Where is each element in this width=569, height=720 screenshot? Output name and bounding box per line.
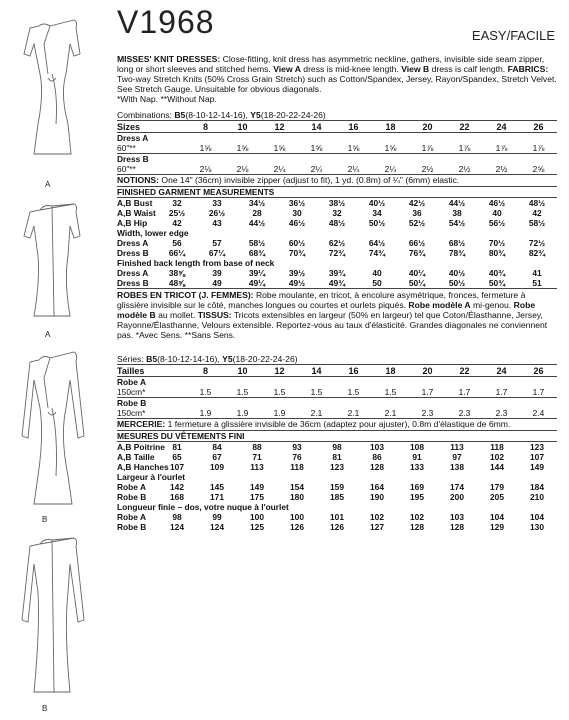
table-row: 150cm* 1.9 1.9 1.9 2.1 2.1 2.1 2.3 2.3 2.3 2.4: [117, 408, 557, 419]
table-row: A,B Bust 32 33 34½ 36½ 38½ 40½ 42½ 44½ 46½ 48½: [117, 198, 546, 208]
table-row: A,B Taille 65 67 71 76 81 86 91 97 102 107: [117, 452, 544, 462]
table-row: A,B Hip 42 43 44½ 46½ 48½ 50½ 52½ 54½ 56½ 58½: [117, 218, 546, 228]
table-row: 150cm* 1.5 1.5 1.5 1.5 1.5 1.5 1.7 1.7 1.7 1.7: [117, 387, 557, 398]
table-row: Dress B 48⅝ 49 49¼ 49½ 49¾ 50 50¼ 50½ 50¾ 51: [117, 278, 557, 289]
table-row: Dress A 38⅝ 39 39¼ 39½ 39¾ 40 40¼ 40½ 40¾ 41: [117, 268, 542, 278]
table-row: Robe A 142 145 149 154 159 164 169 174 179 184: [117, 482, 544, 492]
table-row: Robe A 98 99 100 100 101 102 102 103 104 104: [117, 512, 544, 522]
view-label: A: [45, 330, 51, 339]
table-row: Largeur à l'ourlet: [117, 472, 186, 482]
table-row: Longueur finie – dos, votre nuque à l'ourlet: [117, 502, 289, 512]
view-label: A: [45, 180, 51, 189]
combinations: Combinations: B5(8-10-12-14-16), Y5(18-20-22-24-26): [117, 110, 326, 120]
table-row: Dress B: [117, 154, 149, 164]
view-label: B: [42, 515, 48, 524]
table-row: 60"** 2⅛ 2⅛ 2¼ 2¼ 2¼ 2¼ 2½ 2½ 2½ 2⅝: [117, 164, 557, 175]
finished-measurements-table: [117, 187, 557, 289]
table-row: A,B Waist 25½ 26½ 28 30 32 34 36 38 40 42: [117, 208, 542, 218]
title: MISSES' KNIT DRESSES:: [117, 54, 221, 64]
table-row: 60"** 1⅝ 1⅝ 1⅝ 1⅝ 1⅝ 1⅝ 1⅞ 1⅞ 1⅞ 1⅞: [117, 143, 557, 154]
sizes-row: Sizes 8 10 12 14 16 18 20 22 24 26: [117, 121, 557, 133]
table-row: Robe B 168 171 175 180 185 190 195 200 205 210: [117, 492, 544, 502]
view-b-front-sketch: [4, 346, 104, 511]
table-row: Robe B: [117, 398, 147, 408]
notions: NOTIONS: One 14" (36cm) invisible zipper (adjust to fit), 1 yd. (0.8m) of ¼" (6mm) elastic.: [117, 175, 557, 187]
table-row: Robe B 124 124 125 126 126 127 128 128 129 130: [117, 522, 544, 532]
table-row: MESURES DU VÊTEMENTS FINI: [117, 431, 557, 442]
table-row: Dress B 66¼ 67¼ 68¾ 70¾ 72¾ 74¾ 76¾ 78¾ 80¾ 82¾: [117, 248, 546, 258]
view-label: B: [42, 704, 48, 713]
mesures-table: [117, 431, 557, 532]
series: Séries: B5(8-10-12-14-16), Y5(18-20-22-24-26): [117, 354, 298, 364]
table-row: A,B Poitrine 81 84 88 93 98 103 108 113 118 123: [117, 442, 544, 452]
mercerie: MERCERIE: 1 fermeture à glissière invisible de 36cm (adaptez pour ajuster), 0.8m d'élastique de 6mm.: [117, 419, 557, 431]
pattern-code: V1968: [117, 4, 215, 40]
table-row: A,B Hanches 107 109 113 118 123 128 133 138 144 149: [117, 462, 544, 472]
sizes-row: Tailles 8 10 12 14 16 18 20 22 24 26: [117, 365, 557, 377]
yardage-table: [117, 120, 557, 175]
view-a-back-sketch: [4, 196, 104, 326]
table-row: Robe A: [117, 377, 147, 387]
table-row: FINISHED GARMENT MEASUREMENTS: [117, 187, 557, 198]
description-en: MISSES' KNIT DRESSES: Close-fitting, knit dress has asymmetric neckline, gathers, invisible side seam zipper, long or short sleeves and stitched hems. View A dress is mid-knee length. View B dress is calf length. FABRICS: Two-way Stretch Knits (50% Cross Grain Stretch) such as Cotton/Spandex, Jersey, Rayon/Spandex, Stretch Velvet. See Stretch Gauge. Unsuitable for obvious diagonals.: [117, 54, 557, 94]
difficulty-label: EASY/FACILE: [471, 28, 555, 43]
view-sketches: [0, 0, 108, 720]
nap-note: *With Nap. **Without Nap.: [117, 94, 217, 104]
description-fr: ROBES EN TRICOT (J. FEMMES): Robe moulante, en tricot, à encolure asymétrique, fronces, fermeture à glissière invisible sur le côté, manches longues ou courtes et ourlets piqués. Robe modèle A mi-genou. Robe modèle B au mollet. TISSUS: Tricots extensibles en largeur (50% en largeur) tel que Coton/Élasthanne, Jersey, Rayonne/Élasthanne, Velours extensible. Reportez-vous au taux d'élasticité. Grandes diagonales ne conviennent pas. *Avec Sens. **Sans Sens.: [117, 290, 548, 340]
metrage-table: [117, 364, 557, 419]
table-row: Width, lower edge: [117, 228, 189, 238]
table-row: Finished back length from base of neck: [117, 258, 275, 268]
table-row: Dress A 56 57 58½ 60½ 62½ 64½ 66½ 68½ 70½ 72½: [117, 238, 546, 248]
view-a-front-sketch: [4, 14, 104, 164]
pattern-info: [117, 54, 557, 532]
table-row: Dress A: [117, 133, 149, 143]
view-b-back-sketch: [4, 530, 104, 700]
